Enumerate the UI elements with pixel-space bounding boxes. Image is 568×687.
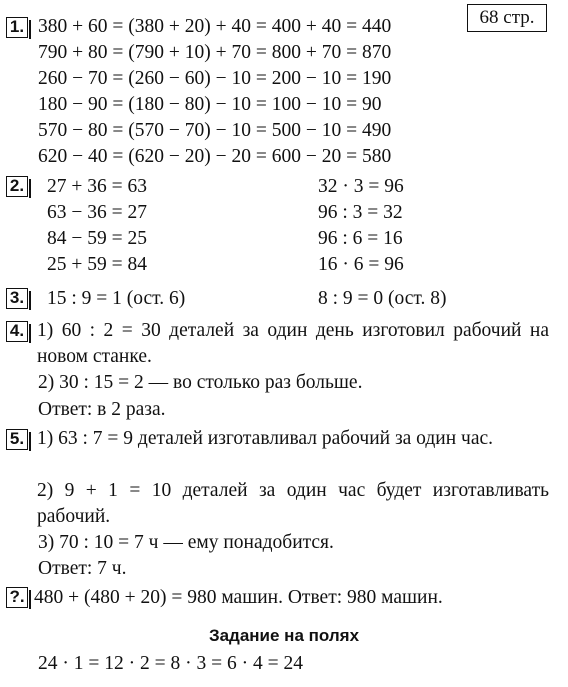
task1-line-4: 180 − 90 = (180 − 80) − 10 = 100 − 10 = 90 bbox=[38, 94, 382, 115]
task-number-5: 5. bbox=[6, 429, 28, 450]
task2-left-2: 63 − 36 = 27 bbox=[47, 202, 147, 223]
task-number-1: 1. bbox=[6, 17, 28, 38]
task5-step-3: 3) 70 : 10 = 7 ч — ему понадобится. bbox=[38, 532, 334, 553]
task2-right-2: 96 : 3 = 32 bbox=[318, 202, 403, 223]
task1-line-6: 620 − 40 = (620 − 20) − 20 = 600 − 20 = 580 bbox=[38, 146, 392, 167]
task2-right-3: 96 : 6 = 16 bbox=[318, 228, 403, 249]
task2-right-4: 16 · 6 = 96 bbox=[318, 254, 404, 275]
margin-task-heading: Задание на полях bbox=[208, 626, 360, 645]
task1-line-2: 790 + 80 = (790 + 10) + 70 = 800 + 70 = 870 bbox=[38, 42, 392, 63]
task5-answer: Ответ: 7 ч. bbox=[38, 558, 127, 579]
task5-step-2: 2) 9 + 1 = 10 деталей за один час будет изготавливать рабочий. bbox=[37, 480, 549, 527]
task2-left-4: 25 + 59 = 84 bbox=[47, 254, 147, 275]
task2-left-1: 27 + 36 = 63 bbox=[47, 176, 147, 197]
task2-right-1: 32 · 3 = 96 bbox=[318, 176, 404, 197]
task-number-4: 4. bbox=[6, 321, 28, 342]
task4-step-2: 2) 30 : 15 = 2 — во столько раз больше. bbox=[38, 372, 363, 393]
task3-left: 15 : 9 = 1 (ост. 6) bbox=[47, 288, 186, 309]
page-reference: 68 стр. bbox=[467, 4, 547, 32]
task-number-2: 2. bbox=[6, 176, 28, 197]
task1-line-3: 260 − 70 = (260 − 60) − 10 = 200 − 10 = 190 bbox=[38, 68, 392, 89]
task4-answer: Ответ: в 2 раза. bbox=[38, 399, 166, 420]
task1-line-1: 380 + 60 = (380 + 20) + 40 = 400 + 40 = 440 bbox=[38, 16, 392, 37]
task2-left-3: 84 − 59 = 25 bbox=[47, 228, 147, 249]
task-number-3: 3. bbox=[6, 288, 28, 309]
task-number-question: ?. bbox=[6, 587, 28, 608]
task5-step-1: 1) 63 : 7 = 9 деталей изготавливал рабочий за один час. bbox=[37, 428, 494, 449]
task3-right: 8 : 9 = 0 (ост. 8) bbox=[318, 288, 447, 309]
task4-step-1: 1) 60 : 2 = 30 деталей за один день изготовил рабочий на новом станке. bbox=[37, 320, 549, 367]
task1-line-5: 570 − 80 = (570 − 70) − 10 = 500 − 10 = 490 bbox=[38, 120, 392, 141]
task6-text: 480 + (480 + 20) = 980 машин. Ответ: 980 машин. bbox=[34, 587, 443, 608]
margin-task-text: 24 · 1 = 12 · 2 = 8 · 3 = 6 · 4 = 24 bbox=[38, 653, 303, 674]
